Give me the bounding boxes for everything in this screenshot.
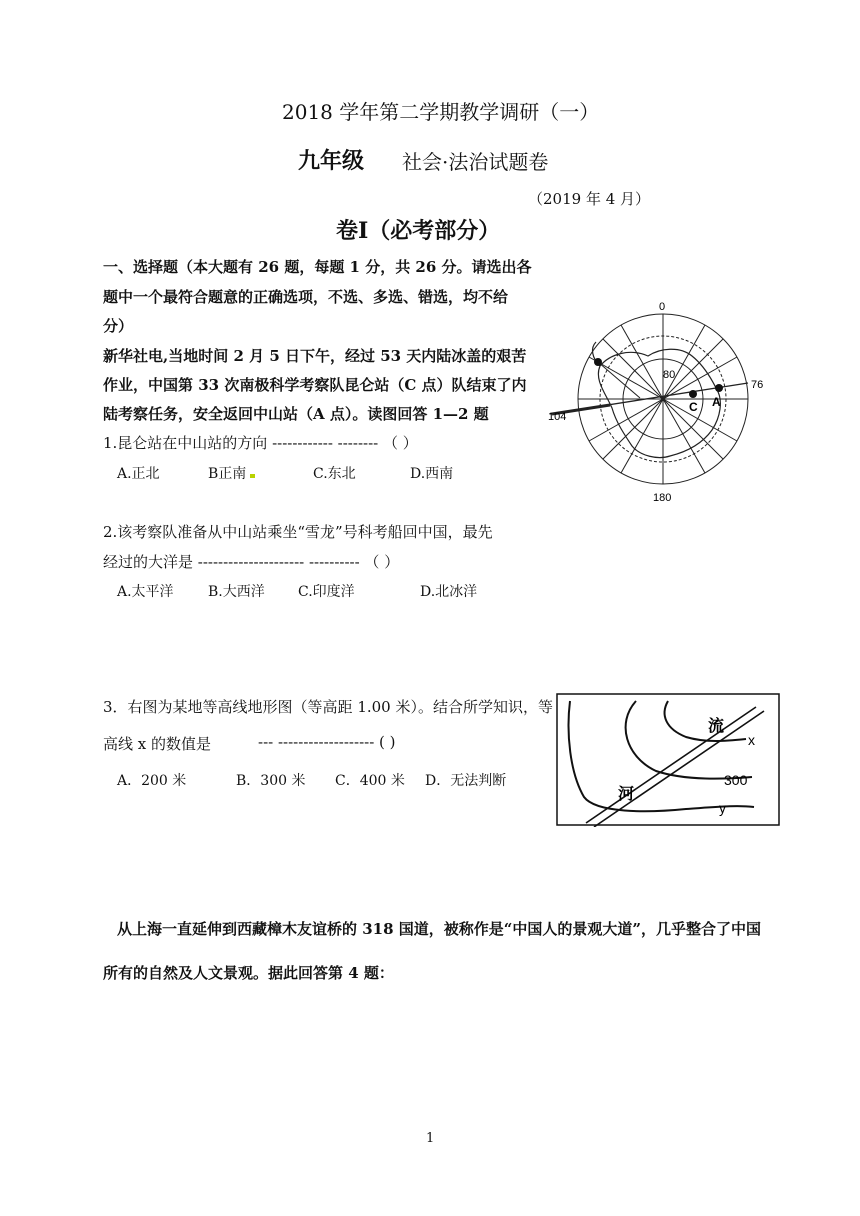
antarctica-polar-map <box>540 296 780 512</box>
contour-line-y <box>569 701 754 811</box>
label-x: x <box>748 732 755 748</box>
q2-option-a: A.太平洋 <box>117 584 174 600</box>
passage1-line2: 作业，中国第 33 次南极科学考察队昆仑站（C 点）队结束了内 <box>103 376 527 394</box>
question-2-line2: 经过的大洋是 --------------------- ---------- （ ） <box>103 553 400 571</box>
section-intro-line2: 题中一个最符合题意的正确选项，不选、多选、错选，均不给 <box>103 288 509 306</box>
label-liu: 流 <box>708 718 725 735</box>
label-300: 300 <box>724 772 748 788</box>
exam-date: （2019 年 4 月） <box>528 190 651 208</box>
label-y: y <box>719 800 726 816</box>
passage1-line3: 陆考察任务，安全返回中山站（A 点）。读图回答 1—2 题 <box>103 405 489 423</box>
question-3-line2: 高线 x 的数值是 <box>103 735 211 753</box>
q2-option-d: D.北冰洋 <box>420 584 478 600</box>
station-a-dot <box>715 384 723 392</box>
contour-map <box>556 693 780 827</box>
q2-option-c: C.印度洋 <box>298 584 355 600</box>
q3-option-b: B．300 米 <box>236 773 306 789</box>
q1-option-b: B正南 <box>208 463 255 483</box>
exam-title: 2018 学年第二学期教学调研（一） <box>282 100 600 124</box>
map-label-a: A <box>712 395 721 409</box>
q1-option-d: D.西南 <box>410 466 454 482</box>
q1-option-c: C.东北 <box>313 466 356 482</box>
question-3-blank: --- ------------------- ( ) <box>258 733 396 751</box>
q3-option-a: A．200 米 <box>117 773 187 789</box>
volume-title: 卷Ⅰ（必考部分） <box>336 218 501 244</box>
passage1-line1: 新华社电,当地时间 2 月 5 日下午，经过 53 天内陆冰盖的艰苦 <box>103 347 527 365</box>
highlight-mark <box>250 474 255 478</box>
station-dot-northwest <box>594 358 602 366</box>
map-label-0: 0 <box>659 301 666 313</box>
label-he: 河 <box>618 786 635 803</box>
q3-option-d: D．无法判断 <box>425 773 507 789</box>
map-label-c: C <box>689 400 698 414</box>
q2-option-b: B.大西洋 <box>208 584 265 600</box>
page-number: 1 <box>426 1131 435 1146</box>
map-label-80: 80 <box>663 369 676 381</box>
section-intro-line3: 分） <box>103 317 134 335</box>
q1-option-a: A.正北 <box>117 466 160 482</box>
map-label-76: 76 <box>751 379 764 391</box>
map-label-180: 180 <box>653 492 672 504</box>
passage2-line1: 从上海一直延伸到西藏樟木友谊桥的 318 国道，被称作是“中国人的景观大道”，几乎整合了中国 <box>117 920 762 938</box>
grade-label: 九年级 <box>298 148 365 174</box>
contour-line-x <box>665 701 746 741</box>
section-intro-line1: 一、选择题（本大题有 26 题，每题 1 分，共 26 分。请选出各 <box>103 258 532 276</box>
q3-option-c: C．400 米 <box>335 773 405 789</box>
question-1-stem: 1.昆仑站在中山站的方向 ------------ -------- （ ） <box>103 434 418 452</box>
subject-title: 社会·法治试题卷 <box>402 150 549 174</box>
passage2-line2: 所有的自然及人文景观。据此回答第 4 题： <box>103 964 394 982</box>
station-c-dot <box>689 390 697 398</box>
question-3-line1: 3．右图为某地等高线地形图（等高距 1.00 米）。结合所学知识，等 <box>103 698 553 716</box>
map-label-104: 104 <box>548 411 567 423</box>
question-2-line1: 2.该考察队准备从中山站乘坐“雪龙”号科考船回中国，最先 <box>103 523 493 541</box>
